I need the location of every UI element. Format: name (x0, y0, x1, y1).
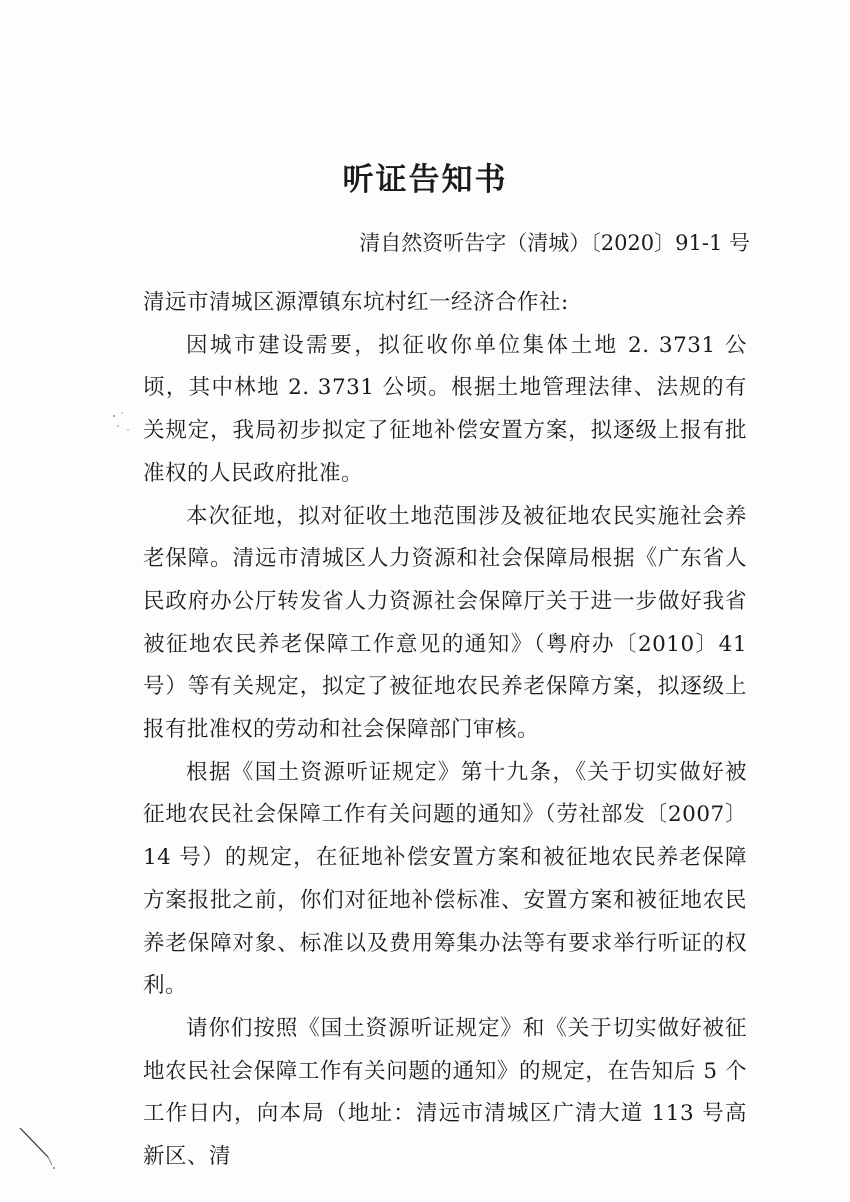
paragraph-4: 请你们按照《国土资源听证规定》和《关于切实做好被征地农民社会保障工作有关问题的通知》的规定，在告知后 5 个工作日内，向本局（地址：清远市清城区广清大道 113 号高新区、清 (143, 1015, 747, 1170)
document-number: 清自然资听告字（清城）〔2020〕91-1 号 (359, 231, 750, 255)
document-body (143, 282, 747, 1179)
paragraph-1: 因城市建设需要，拟征收你单位集体土地 2. 3731 公顷，其中林地 2. 3731 公顷。根据土地管理法律、法规的有关规定，我局初步拟定了征地补偿安置方案，拟逐级上报有批准权的人民政府批准。 (143, 332, 747, 486)
paragraph-2: 本次征地，拟对征收土地范围涉及被征地农民实施社会养老保障。清远市清城区人力资源和社会保障局根据《广东省人民政府办公厅转发省人力资源社会保障厅关于进一步做好我省被征地农民养老保障工作意见的通知》（粤府办〔2010〕41 号）等有关规定，拟定了被征地农民养老保障方案，拟逐级上报有批准权的劳动和社会保障部门审核。 (143, 503, 747, 743)
paragraph-3: 根据《国土资源听证规定》第十九条，《关于切实做好被征地农民社会保障工作有关问题的通知》（劳社部发〔2007〕14 号）的规定，在征地补偿安置方案和被征地农民养老保障方案报批之前，你们对征地补偿标准、安置方案和被征地农民养老保障对象、标准以及费用筹集办法等有要求举行听证的权利。 (143, 759, 747, 999)
scan-specks (108, 408, 138, 438)
scan-scratch-mark (18, 1125, 58, 1170)
document-title: 听证告知书 (342, 162, 508, 198)
salutation: 清远市清城区源潭镇东坑村红一经济合作社: (143, 290, 569, 315)
